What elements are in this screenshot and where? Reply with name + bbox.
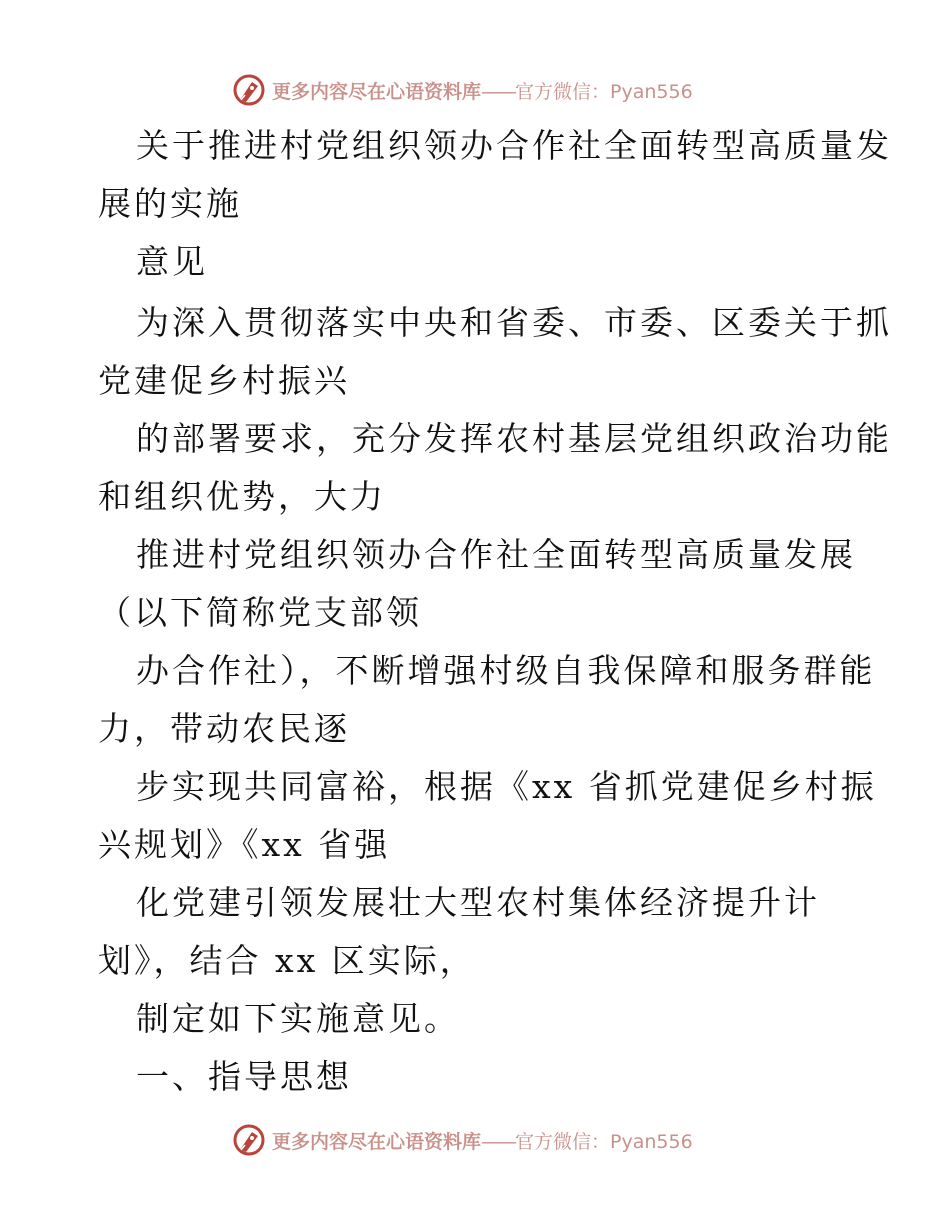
paragraph-line: 为深入贯彻落实中央和省委、市委、区委关于抓 (136, 303, 892, 342)
paragraph-line: 和组织优势，大力 (98, 477, 386, 516)
watermark-contact: 官方微信：Pyan556 (515, 1130, 693, 1153)
watermark-brand: 更多内容尽在心语资料库 (272, 1130, 482, 1153)
watermark-text (272, 1127, 693, 1154)
watermark-brand: 更多内容尽在心语资料库 (272, 80, 482, 103)
document-title-line-3: 意见 (136, 242, 208, 281)
document-title-line-2: 展的实施 (98, 184, 242, 223)
watermark-text (272, 77, 693, 104)
paragraph-line: 划》，结合 xx 区实际， (98, 941, 476, 980)
watermark-dash: —— (481, 1130, 516, 1153)
pen-nib-seal-icon (232, 1123, 266, 1157)
paragraph-line: 制定如下实施意见。 (136, 999, 460, 1038)
pen-nib-seal-icon (232, 73, 266, 107)
paragraph-line: 步实现共同富裕，根据《xx 省抓党建促乡村振 (136, 767, 877, 806)
paragraph-line: 党建促乡村振兴 (98, 361, 350, 400)
watermark-header (232, 70, 693, 110)
paragraph-line: （以下简称党支部领 (98, 593, 422, 632)
paragraph-line: 推进村党组织领办合作社全面转型高质量发展 (136, 535, 856, 574)
paragraph-line: 兴规划》《xx 省强 (98, 825, 391, 864)
paragraph-line: 的部署要求，充分发挥农村基层党组织政治功能 (136, 419, 892, 458)
watermark-dash: —— (481, 80, 516, 103)
paragraph-line: 办合作社），不断增强村级自我保障和服务群能 (136, 651, 876, 690)
paragraph-line: 化党建引领发展壮大型农村集体经济提升计 (136, 883, 820, 922)
watermark-footer (232, 1120, 693, 1160)
watermark-contact: 官方微信：Pyan556 (515, 80, 693, 103)
paragraph-line: 力，带动农民逐 (98, 709, 350, 748)
section-heading: 一、指导思想 (136, 1057, 352, 1096)
document-title-line-1: 关于推进村党组织领办合作社全面转型高质量发 (136, 126, 892, 165)
